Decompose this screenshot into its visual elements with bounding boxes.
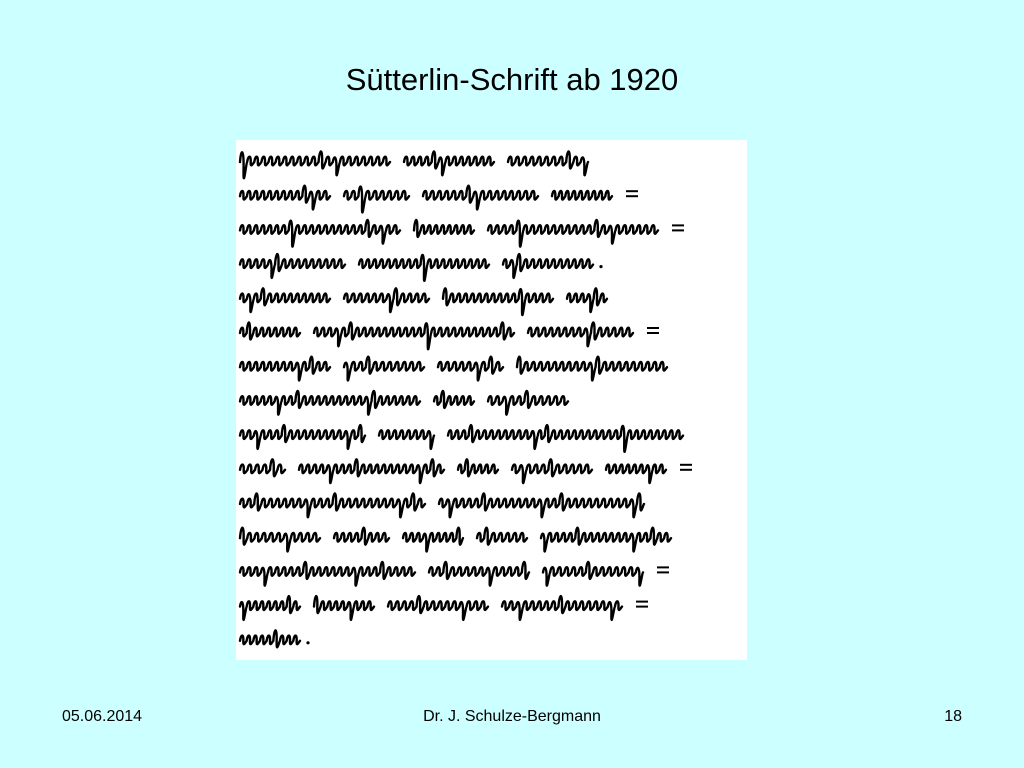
- script-word: [344, 187, 409, 213]
- script-word: [240, 186, 330, 210]
- period-mark: [599, 265, 602, 268]
- script-word: [299, 459, 444, 483]
- script-word: [240, 391, 420, 415]
- script-word: [240, 630, 300, 647]
- script-word: [448, 425, 683, 452]
- script-word: [541, 528, 671, 552]
- slide-title: Sütterlin-Schrift ab 1920: [345, 62, 679, 97]
- script-word: [240, 596, 300, 620]
- script-word: [344, 357, 424, 381]
- script-word: [543, 562, 643, 586]
- script-word: [240, 323, 300, 340]
- script-word: [240, 528, 320, 552]
- script-word: [508, 152, 588, 176]
- script-word: [240, 459, 285, 476]
- script-word: [344, 288, 429, 312]
- script-word: [512, 459, 592, 483]
- script-word: [388, 596, 488, 620]
- period-mark: [306, 641, 309, 644]
- script-word: [434, 391, 474, 408]
- script-word: [379, 430, 434, 448]
- script-word: [240, 562, 415, 586]
- script-word: [314, 323, 514, 350]
- script-word: [403, 528, 463, 552]
- footer-date: 05.06.2014: [62, 708, 143, 725]
- handwritten-script-image: [236, 140, 747, 660]
- script-word: [488, 391, 568, 415]
- script-word: [488, 220, 658, 247]
- script-word: [567, 288, 607, 312]
- script-word: [404, 152, 494, 176]
- script-word: [517, 357, 667, 381]
- script-word: [606, 465, 666, 483]
- script-word: [443, 288, 553, 315]
- script-word: [429, 562, 529, 586]
- script-word: [240, 425, 365, 449]
- script-word: [438, 357, 503, 381]
- script-word: [423, 186, 538, 210]
- script-word: [552, 191, 612, 200]
- script-word: [240, 494, 425, 518]
- footer-author: Dr. J. Schulze-Bergmann: [423, 708, 601, 725]
- script-word: [359, 255, 489, 281]
- script-word: [503, 254, 593, 278]
- script-word: [240, 254, 345, 278]
- script-word: [240, 152, 390, 179]
- suetterlin-handwriting-icon: [236, 140, 747, 660]
- script-word: [528, 323, 633, 347]
- script-word: [334, 528, 389, 545]
- footer-page-number: 18: [944, 708, 962, 725]
- script-word: [240, 220, 400, 247]
- script-word: [477, 528, 527, 545]
- script-word: [502, 596, 622, 620]
- script-word: [414, 220, 474, 237]
- script-word: [458, 459, 498, 476]
- script-word: [314, 596, 374, 620]
- script-word: [240, 288, 330, 312]
- script-word: [240, 357, 330, 381]
- script-word: [439, 494, 644, 518]
